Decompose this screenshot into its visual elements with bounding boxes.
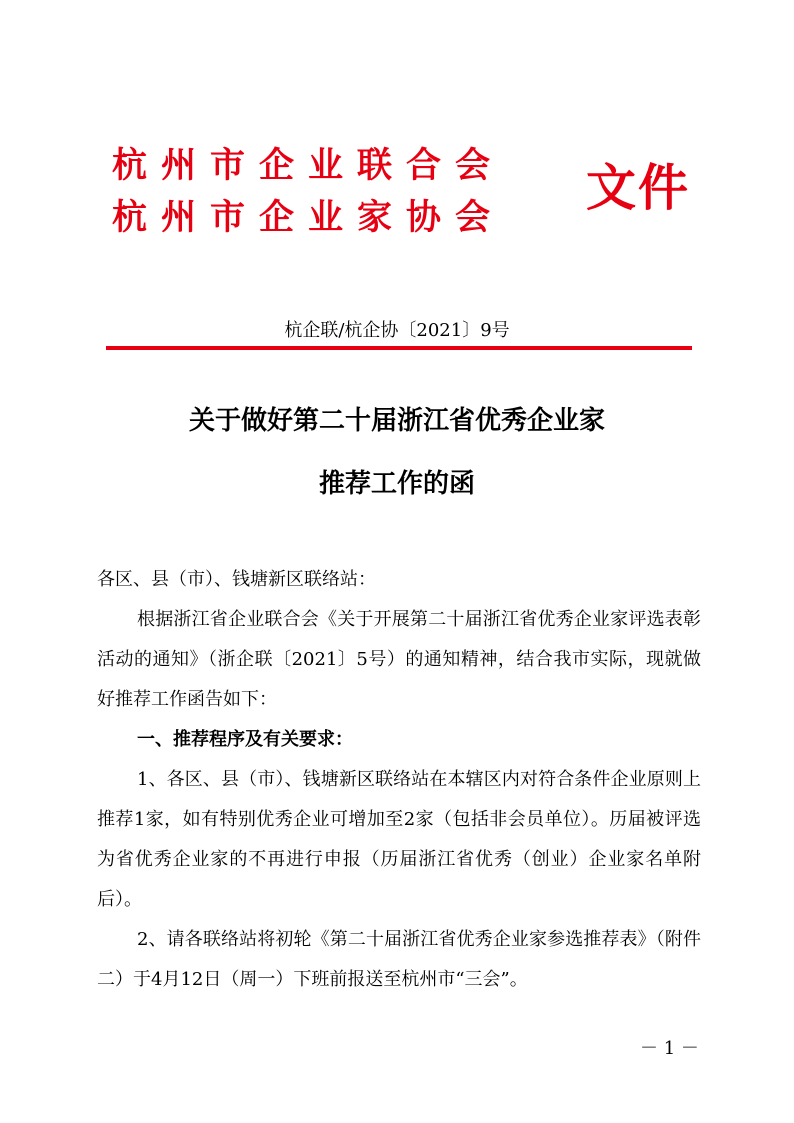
red-divider-line <box>106 346 692 350</box>
document-number: 杭企联/杭企协〔2021〕9号 <box>284 320 510 341</box>
list-item: 2、请各联络站将初轮《第二十届浙江省优秀企业家参选推荐表》（附件二）于4月12日（周一）下班前报送至杭州市“三会”。 <box>97 929 701 990</box>
document-label: 文件 <box>586 158 690 217</box>
page-number: － 1 － <box>640 1038 699 1059</box>
document-body <box>97 560 701 1000</box>
document-title-line-2: 推荐工作的函 <box>318 469 475 499</box>
issuing-organizations <box>112 140 542 244</box>
org-name-1: 杭州市企业联合会 <box>112 145 505 186</box>
list-item: 1、各区、县（市）、钱塘新区联络站在本辖区内对符合条件企业原则上推荐1家，如有特别优秀企业可增加至2家（包括非会员单位）。历届被评选为省优秀企业家的不再进行申报（历届浙江省优秀（创业）企业家名单附后）。 <box>97 769 701 910</box>
paragraph-intro: 根据浙江省企业联合会《关于开展第二十届浙江省优秀企业家评选表彰活动的通知》（浙企联〔2021〕5号）的通知精神，结合我市实际，现就做好推荐工作函告如下： <box>97 609 701 710</box>
section-heading: 一、推荐程序及有关要求： <box>137 729 353 750</box>
salutation: 各区、县（市）、钱塘新区联络站： <box>97 569 376 590</box>
document-title-line-1: 关于做好第二十届浙江省优秀企业家 <box>188 406 605 436</box>
org-name-2: 杭州市企业家协会 <box>112 197 505 238</box>
